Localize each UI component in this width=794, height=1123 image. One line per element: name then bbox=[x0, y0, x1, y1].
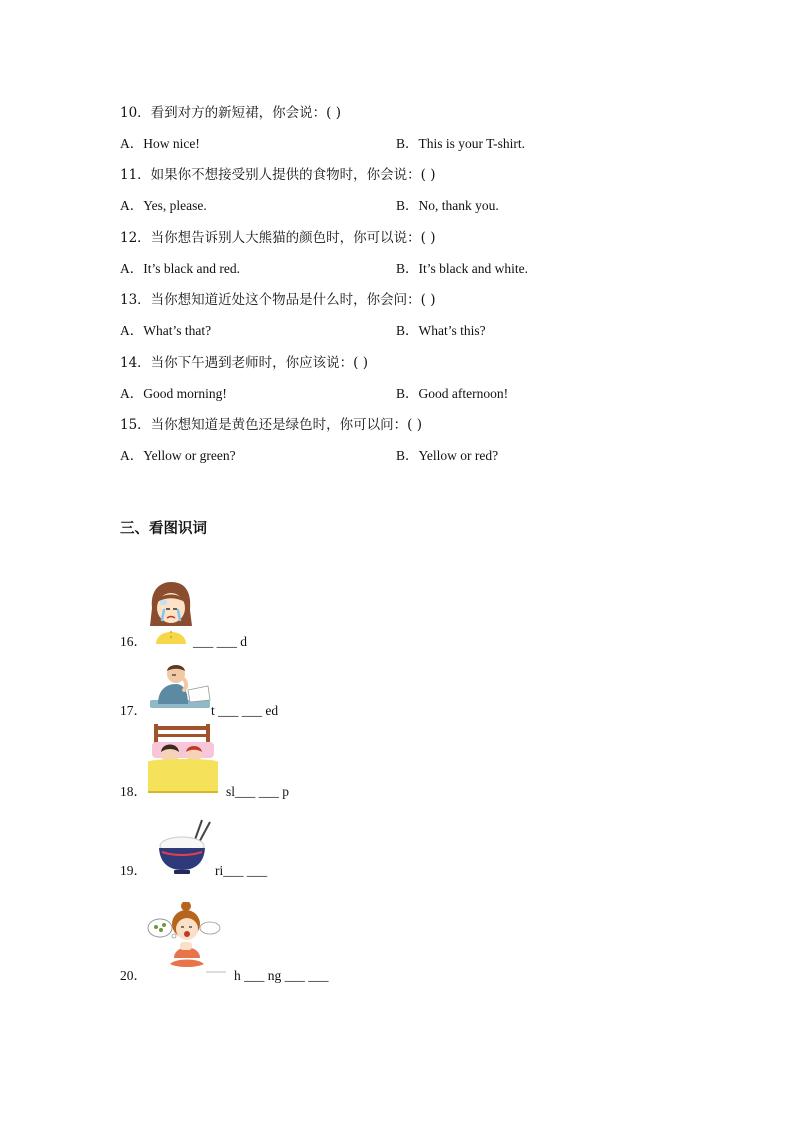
word-blank: h ___ ng ___ ___ bbox=[234, 968, 329, 983]
option-b: B．Yellow or red? bbox=[396, 448, 499, 463]
item-number: 18． bbox=[120, 784, 147, 799]
question-stem: 15．当你想知道是黄色还是绿色时，你可以问：( ) bbox=[120, 417, 423, 433]
hungry-girl-icon bbox=[146, 902, 228, 978]
tired-man-icon bbox=[148, 660, 212, 710]
word-blank: t ___ ___ ed bbox=[211, 703, 279, 718]
rice-bowl-icon bbox=[156, 818, 212, 876]
option-b: B．No, thank you. bbox=[396, 198, 499, 213]
question-stem: 11．如果你不想接受别人提供的食物时，你会说：( ) bbox=[120, 167, 436, 183]
question-stem: 14．当你下午遇到老师时，你应该说：( ) bbox=[120, 355, 369, 371]
sleeping-kids-icon bbox=[146, 722, 220, 796]
option-b: B．This is your T-shirt. bbox=[396, 136, 526, 151]
question-stem: 10．看到对方的新短裙，你会说：( ) bbox=[120, 105, 342, 121]
option-b: B．It’s black and white. bbox=[396, 261, 528, 276]
item-number: 20． bbox=[120, 968, 147, 983]
item-number: 17． bbox=[120, 703, 147, 718]
option-a: A．It’s black and red. bbox=[120, 261, 240, 276]
option-b: B．Good afternoon! bbox=[396, 386, 509, 401]
option-a: A．What’s that? bbox=[120, 323, 212, 338]
option-a: A．Yellow or green? bbox=[120, 448, 236, 463]
question-stem: 12．当你想告诉别人大熊猫的颜色时，你可以说：( ) bbox=[120, 230, 436, 246]
crying-girl-icon bbox=[146, 580, 196, 644]
option-b: B．What’s this? bbox=[396, 323, 486, 338]
word-blank: ri___ ___ bbox=[215, 863, 268, 878]
item-number: 16． bbox=[120, 634, 147, 649]
option-a: A．Good morning! bbox=[120, 386, 227, 401]
section-title: 三、看图识词 bbox=[120, 520, 207, 537]
option-a: A．Yes, please. bbox=[120, 198, 207, 213]
option-a: A．How nice! bbox=[120, 136, 200, 151]
word-blank: ___ ___ d bbox=[193, 634, 247, 649]
item-number: 19． bbox=[120, 863, 147, 878]
question-stem: 13．当你想知道近处这个物品是什么时，你会问：( ) bbox=[120, 292, 436, 308]
word-blank: sl___ ___ p bbox=[226, 784, 290, 799]
